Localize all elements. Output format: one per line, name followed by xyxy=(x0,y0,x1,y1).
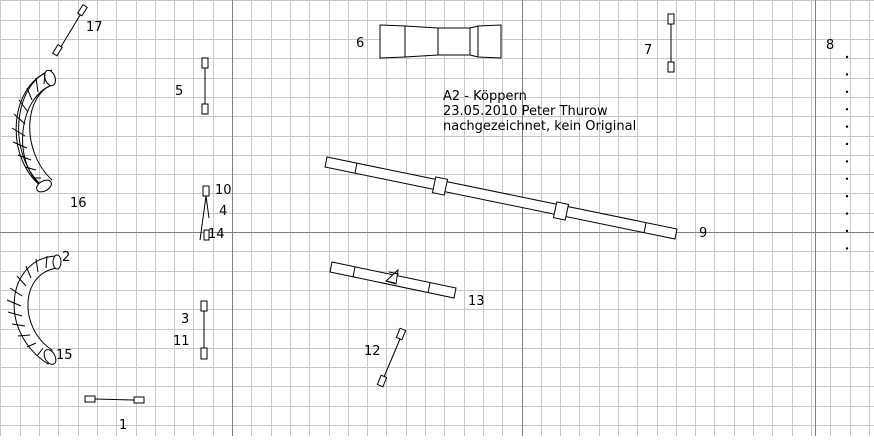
weave-pole xyxy=(846,178,848,180)
obstacle-9-label: 9 xyxy=(699,226,708,241)
obstacle-16-label: 16 xyxy=(70,196,87,211)
obstacle-13-label: 13 xyxy=(468,294,485,309)
title-line-1: A2 - Köppern xyxy=(443,89,527,104)
weave-pole xyxy=(846,108,848,110)
weave-pole xyxy=(846,73,848,75)
weave-pole xyxy=(846,91,848,93)
obstacle-11-label: 11 xyxy=(173,334,190,349)
weave-pole xyxy=(846,247,848,249)
obstacle-10-label: 10 xyxy=(215,183,232,198)
obstacle-1-label: 1 xyxy=(119,418,128,433)
obstacle-7-jump xyxy=(668,14,674,72)
obstacle-1-jump xyxy=(85,396,144,403)
obstacle-9-dogwalk xyxy=(325,157,677,239)
obstacle-8-label: 8 xyxy=(826,38,835,53)
obstacle-6-label: 6 xyxy=(356,36,365,51)
obstacle-14-label: 14 xyxy=(208,227,225,242)
obstacle-5-jump xyxy=(202,58,208,114)
obstacle-6-table xyxy=(380,25,501,58)
obstacle-5-label: 5 xyxy=(175,84,184,99)
weave-pole xyxy=(846,160,848,162)
weave-pole xyxy=(846,125,848,127)
obstacle-2-label: 2 xyxy=(62,250,71,265)
weave-pole xyxy=(846,56,848,58)
obstacle-15-label: 15 xyxy=(56,348,73,363)
obstacle-12-label: 12 xyxy=(364,344,381,359)
obstacle-4-label: 4 xyxy=(219,204,228,219)
obstacle-8-weave-poles xyxy=(846,56,848,250)
weave-pole xyxy=(846,195,848,197)
obstacle-12-jump xyxy=(377,328,405,387)
obstacle-7-label: 7 xyxy=(644,43,653,58)
obstacle-16-tunnel xyxy=(12,69,57,195)
weave-pole xyxy=(846,212,848,214)
title-line-3: nachgezeichnet, kein Original xyxy=(443,119,637,134)
obstacle-17-label: 17 xyxy=(86,20,103,35)
obstacle-3-label: 3 xyxy=(181,312,190,327)
title-block xyxy=(443,89,636,134)
weave-pole xyxy=(846,143,848,145)
obstacle-17-jump xyxy=(53,5,88,56)
title-line-2: 23.05.2010 Peter Thurow xyxy=(443,104,608,119)
weave-pole xyxy=(846,230,848,232)
